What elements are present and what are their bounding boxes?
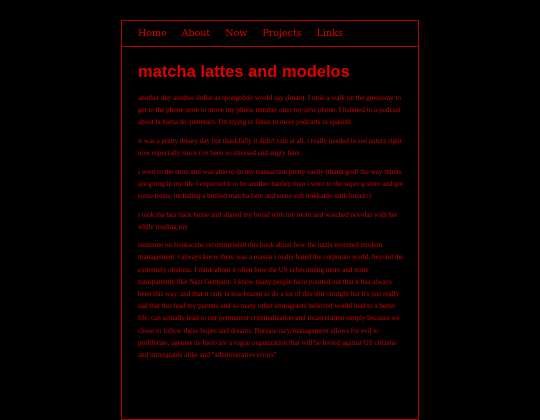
post-paragraph: someone on freakscene recommended this book about how the nazis invented modern management. i always knew there was a reason i really hated the corporate world, beyond the extremely obvious. I think about it often how the US is becoming more and more transparently like Nazi Germany. I know many people have pointed out that it has always been this way, and that it only is less brazen to do a lot of this shit outright but it's just really sad that this lead my parents and so many other immigrants believed would lead to a better life, can actually lead to our permanent criminalization and incarceration simply because we chose to follow those hopes and dreams. Bureaucracy/management allows for evil to proliferate, agentes de hielo are a rogue organization that will be levied against US citizens and immigrants alike and "administrative errors" <box>138 241 404 360</box>
post-paragraph: another day another dollar as spongebob would say (lmao). I took a walk on the greenway to get to the phone store to move my phone number onto my new phone. I listened to a podcast about la hiena de queretaro. I'm trying to listen to more podcasts in spanish <box>138 94 401 127</box>
post-title: matcha lattes and modelos <box>138 63 350 81</box>
post-body <box>138 92 406 368</box>
top-nav <box>122 21 418 47</box>
post-paragraph: i took the bus back home and shared my bread with my mom and watched novelas with her while reading my <box>138 210 398 231</box>
nav-projects-link[interactable]: Projects <box>262 28 302 39</box>
nav-now-link[interactable]: Now <box>225 28 248 39</box>
nav-about-link[interactable]: About <box>181 28 211 39</box>
page-frame <box>121 20 419 420</box>
nav-links-link[interactable]: Links <box>316 28 343 39</box>
post-paragraph: it was a pretty dreary day but thankfully it didn't rain at all. i really needed to see nature right now especially since i've been so stressed and angry later <box>138 136 402 158</box>
post-paragraph: i went to the store and was able to do my transaction pretty easily (thank god! the way thinks are going in my life I expected it to be another battle). then i went to the super g store and got some treats, including a bottled matcha latte and some soft hokkaido milk bread :) <box>138 167 404 201</box>
nav-home-link[interactable]: Home <box>138 28 167 39</box>
